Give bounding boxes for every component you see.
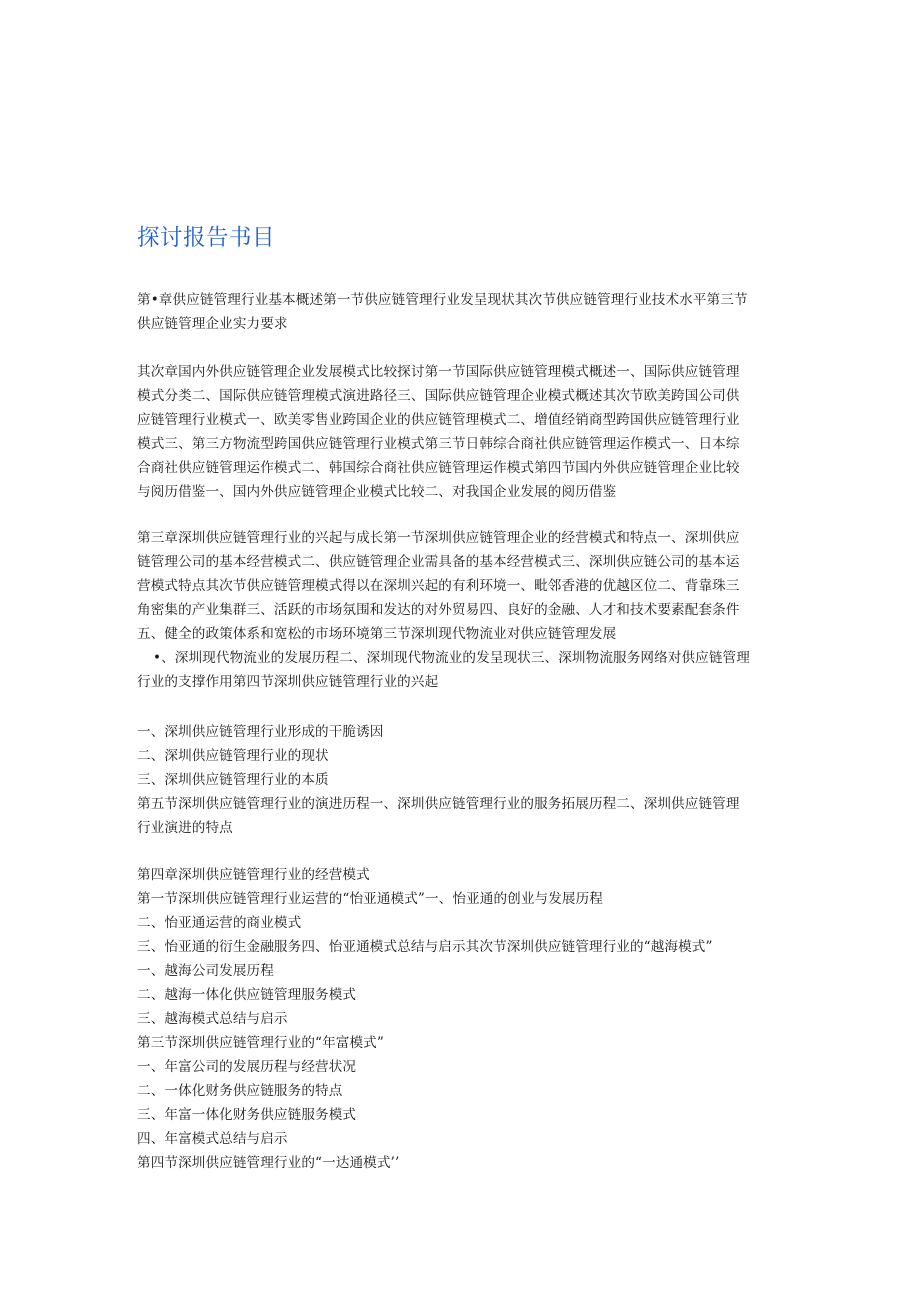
paragraph-line: •、深圳现代物流业的发展历程二、深圳现代物流业的发呈现状三、深圳物流服务网络对供应链管理 xyxy=(153,650,750,666)
list-item: 三、怡亚通的衍生金融服务四、怡亚通模式总结与启示其次节深圳供应链管理行业的“越海模式” xyxy=(137,939,713,955)
paragraph-line: 模式分类二、国际供应链管理模式演进路径三、国际供应链管理企业模式概述其次节欧美跨国公司供 xyxy=(137,388,740,404)
list-item: 一、深圳供应链管理行业形成的干脆诱因 xyxy=(137,724,384,740)
list-item: 第五节深圳供应链管理行业的演进历程一、深圳供应链管理行业的服务拓展历程二、深圳供应链管理 xyxy=(137,796,740,812)
paragraph-line: 与阅历借鉴一、国内外供应链管理企业模式比较二、对我国企业发展的阅历借鉴 xyxy=(137,484,617,500)
list-item: 三、越海模式总结与启示 xyxy=(137,1011,288,1027)
chapter-2-paragraph xyxy=(137,360,825,504)
list-item: 第三节深圳供应链管理行业的“年富模式” xyxy=(137,1035,384,1051)
list-item: 第四章深圳供应链管理行业的经营模式 xyxy=(137,867,370,883)
chapter-1-paragraph xyxy=(137,288,825,336)
paragraph-line: 角密集的产业集群三、活跃的市场氛围和发达的对外贸易四、良好的金融、人才和技术要素配套条件 xyxy=(137,602,740,618)
paragraph-line: 五、健全的政策体系和宽松的市场环境第三节深圳现代物流业对供应链管理发展 xyxy=(137,626,617,642)
paragraph-line: 营模式特点其次节供应链管理模式得以在深圳兴起的有利环境一、毗邻香港的优越区位二、背靠珠三 xyxy=(137,578,740,594)
paragraph-line: 应链管理行业模式一、欧美零售业跨国企业的供应链管理模式二、增值经销商型跨国供应链管理行业 xyxy=(137,412,740,428)
list-item: 行业演进的特点 xyxy=(137,820,233,836)
list-item: 二、深圳供应链管理行业的现状 xyxy=(137,748,329,764)
list-item: 三、深圳供应链管理行业的本质 xyxy=(137,772,329,788)
list-item: 一、年富公司的发展历程与经营状况 xyxy=(137,1059,357,1075)
list-item: 二、一体化财务供应链服务的特点 xyxy=(137,1083,343,1099)
paragraph-line: 第三章深圳供应链管理行业的兴起与成长第一节深圳供应链管理企业的经营模式和特点一、深圳供应 xyxy=(137,530,740,546)
chapter-3-paragraph xyxy=(137,526,825,694)
chapter-4-list xyxy=(137,863,825,1175)
paragraph-line: 链管理公司的基本经营模式二、供应链管理企业需具备的基本经营模式三、深圳供应链公司的基本运 xyxy=(137,554,740,570)
list-item: 二、越海一体化供应链管理服务模式 xyxy=(137,987,357,1003)
list-item: 四、年富模式总结与启示 xyxy=(137,1131,288,1147)
paragraph-line: 行业的支撑作用第四节深圳供应链管理行业的兴起 xyxy=(137,674,439,690)
list-item: 三、年富一体化财务供应链服务模式 xyxy=(137,1107,357,1123)
paragraph-line: 合商社供应链管理运作模式二、韩国综合商社供应链管理运作模式第四节国内外供应链管理企业比较 xyxy=(137,460,740,476)
page-title: 探讨报告书目 xyxy=(137,225,276,251)
list-item: 二、怡亚通运营的商业模式 xyxy=(137,915,302,931)
paragraph-line: 供应链管理企业实力要求 xyxy=(137,316,288,332)
paragraph-line: 模式三、第三方物流型跨国供应链管理行业模式第三节日韩综合商社供应链管理运作模式一、日本综 xyxy=(137,436,740,452)
list-item: 一、越海公司发展历程 xyxy=(137,963,274,979)
paragraph-line: 其次章国内外供应链管理企业发展模式比较探讨第一节国际供应链管理模式概述一、国际供应链管理 xyxy=(137,364,740,380)
chapter-3-subsection-list xyxy=(137,720,825,840)
list-item: 第四节深圳供应链管理行业的“一达通模式’’ xyxy=(137,1155,400,1171)
list-item: 第一节深圳供应链管理行业运营的“怡亚通模式”一、怡亚通的创业与发展历程 xyxy=(137,891,603,907)
paragraph-line: 第•章供应链管理行业基本概述第一节供应链管理行业发呈现状其次节供应链管理行业技术水平第三节 xyxy=(137,292,748,308)
